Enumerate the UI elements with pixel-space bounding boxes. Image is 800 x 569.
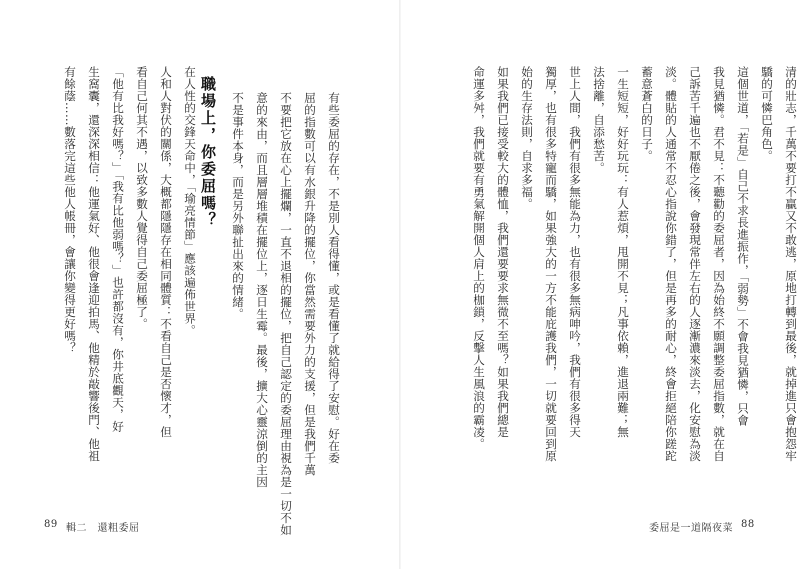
running-footer: 輯二 還粗委屈 [66, 523, 140, 534]
text-column: 人和人對伏的關係，大概都隱隱存在相同體質：不看自己是否懷才，但 [159, 66, 173, 438]
text-column: 屈的指數可以有水銀升降的擺位，你當然需要外力的支援，但是我們千萬 [303, 92, 317, 476]
text-column: 淡。體貼的人通常不忍心指說你錯了，但是再多的耐心，終會拒絕陪你蹉跎 [664, 66, 678, 462]
text-column: 「他有比我好嗎？」「我有比他弱嗎？」也許都沒有，你井底觀天，好 [111, 66, 125, 433]
text-column: 獨厚，也有很多特寵而驕，如果強大的一方不能庇護我們，一切就要回到原 [544, 66, 558, 462]
text-column: 看自己何其不遇，以致多數人覺得自己委屈極了。 [135, 66, 149, 330]
text-column: 不是事件本身，而是另外聯扯出來的情緒。 [231, 92, 245, 320]
text-column: 有餘蔭……數落完這些他人帳冊，會讓你變得更好嗎？ [63, 66, 77, 354]
text-column: 這個世道，「若是」自己不求長進振作，「弱勢」不會我見猶憐，只會 [736, 66, 750, 427]
text-column: 驕的可憐巴角色。 [760, 66, 774, 162]
text-column: 命運多舛，我們就要有勇氣解開個人肩上的枷鎖，反擊人生風浪的霸凌。 [472, 66, 486, 450]
text-column: 在人性的交鋒天命中，「瑜亮情節」應該遍佈世界。 [183, 66, 197, 337]
page-number: 89 [44, 519, 58, 530]
text-column: 世上人間，我們有很多無能為力，也有很多無病呻吟，我們有很多得天 [568, 66, 582, 438]
text-column: 生窩囊，還深深相信：他運氣好、他很會逢迎拍馬、他精於敲響後門、他祖 [87, 66, 101, 462]
text-column: 一生短短，好好玩玩：有人惹煩，甩開不見；凡事依賴，進退兩難；無 [616, 66, 630, 438]
section-heading: 職場上，你委屈嗎？ [199, 76, 217, 229]
text-column: 始的生存法則，自求多福。 [520, 66, 534, 210]
text-column: 法捨離，自添愁苦。 [592, 66, 606, 174]
running-footer: 委屈是一道隔夜菜 [649, 523, 733, 534]
text-column: 不要把它放在心上擺爛，一直不退相的擺位，把自己認定的委屈理由視為是一切不如 [279, 92, 293, 536]
right-page [401, 0, 800, 569]
text-column: 意的來由，而且層層堆積在擺位上，逐日生霉。最後，擴大心靈涼倒的主因 [255, 92, 269, 488]
text-column: 我見猶憐。君不見：不聽勸的委屈者，因為始終不願調整委屈指數，就在自 [712, 66, 726, 462]
page-number: 88 [741, 519, 755, 530]
text-column: 蓄意蒼白的日子。 [640, 66, 654, 162]
text-column: 如果我們已接受較大的體恤，我們還要要求無微不至嗎？如果我們總是 [496, 66, 510, 438]
text-column: 有些委屈的存在，不是別人看得懂，或是看懂了就給得了安慰。好在委 [327, 92, 341, 464]
text-column: 己訴苦千遍也不厭倦之後，會發現常伴左右的人逐漸濃來淡去，化安慰為淡 [688, 66, 702, 462]
text-column: 清的壯志，千萬不要打不贏又不敢逃，原地打轉到最後，就掉進只會抱怨牢 [784, 66, 798, 462]
